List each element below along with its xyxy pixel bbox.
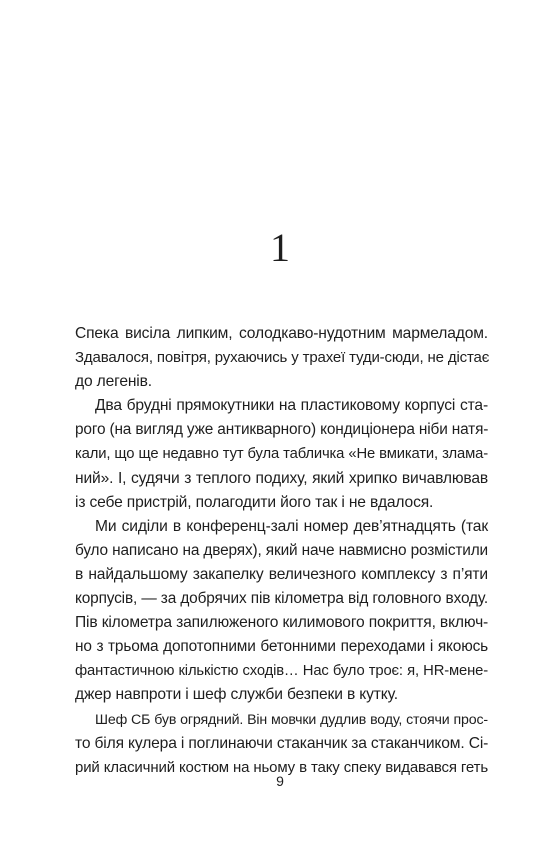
text-line: рого (на вигляд уже антикварного) кондиціонера ніби натя- — [75, 421, 489, 439]
text-line: джер навпроти і шеф служби безпеки в кутку. — [75, 686, 398, 704]
text-line: було написано на дверях), який наче навмисно розмістили — [75, 541, 488, 559]
text-line: то біля кулера і поглинаючи стаканчик за стаканчиком. Сі- — [75, 734, 489, 752]
text-line: фантастичною кількістю сходів… Нас було троє: я, HR-мене- — [75, 663, 488, 680]
text-line: до легенів. — [75, 373, 152, 391]
text-line: Два брудні прямокутники на пластиковому корпусі ста- — [95, 397, 488, 415]
text-line: Шеф СБ був огрядний. Він мовчки дудлив воду, стоячи прос- — [95, 711, 488, 728]
chapter-number: 1 — [270, 225, 290, 270]
text-line: Спека висіла липким, солодкаво-нудотним мармеладом. — [75, 325, 488, 342]
text-line: із себе пристрій, полагодити його так і не вдалося. — [75, 493, 434, 511]
text-line: кали, що ще недавно тут була табличка «Не вмикати, злама- — [75, 446, 488, 463]
text-line: корпусів, — за добрячих пів кілометра від головного входу. — [75, 590, 488, 608]
text-line: ний». І, судячи з теплого подиху, який хрипко вичавлював — [75, 469, 488, 487]
page-number: 9 — [276, 773, 284, 789]
text-line: рий класичний костюм на ньому в таку спеку видавався геть — [75, 758, 488, 776]
text-line: Ми сиділи в конференц-залі номер дев’ятнадцять (так — [95, 517, 488, 535]
text-line: в найдальшому закапелку величезного комплексу з п’яти — [75, 565, 488, 583]
body-text — [75, 322, 488, 780]
text-line: но з трьома допотопними бетонними переходами і якоюсь — [75, 638, 488, 656]
text-line: Здавалося, повітря, рухаючись у трахеї туди-сюди, не дістає — [75, 349, 490, 367]
text-line: Пів кілометра запилюженого килимового покриття, включ- — [75, 614, 489, 632]
